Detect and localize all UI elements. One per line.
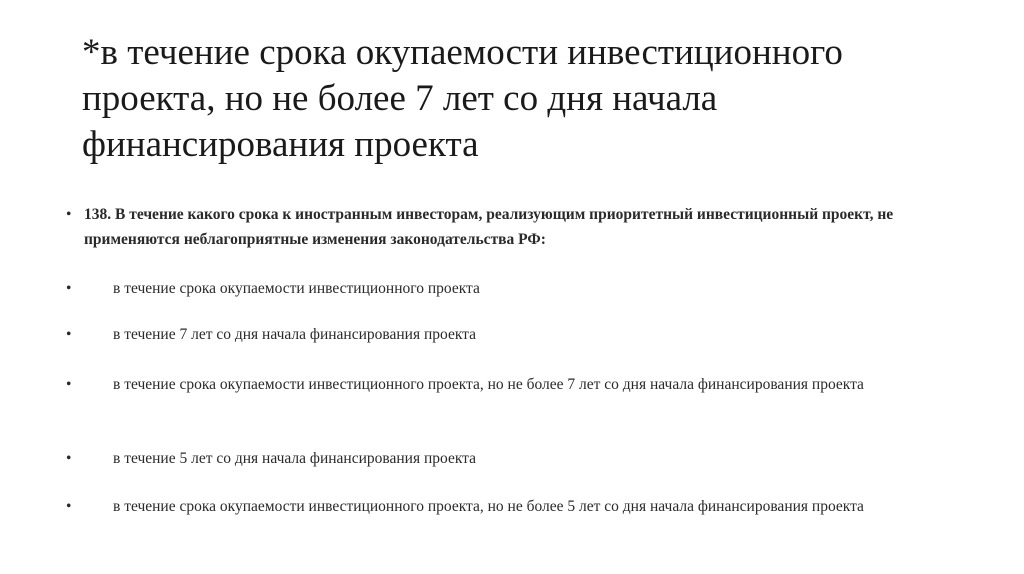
answer-text: в течение срока окупаемости инвестиционного проекта, но не более 7 лет со дня начала финансирования проекта xyxy=(113,376,864,393)
answer-text: в течение 5 лет со дня начала финансирования проекта xyxy=(113,450,477,467)
answer-text: в течение 7 лет со дня начала финансирования проекта xyxy=(113,326,477,343)
bullet-icon: • xyxy=(66,498,72,515)
answer-option-5 xyxy=(66,494,946,519)
bullet-icon: • xyxy=(66,280,72,297)
bullet-icon: • xyxy=(66,206,72,223)
bullet-icon: • xyxy=(66,450,72,467)
bullet-icon: • xyxy=(66,326,72,343)
answer-option-2 xyxy=(66,322,946,347)
slide-title: *в течение срока окупаемости инвестиционного проекта, но не более 7 лет со дня начала финансирования проекта xyxy=(82,32,843,165)
answer-option-3 xyxy=(66,372,946,397)
answer-option-4 xyxy=(66,446,946,471)
question-item xyxy=(66,202,946,252)
answer-text: в течение срока окупаемости инвестиционного проекта xyxy=(113,280,480,297)
answer-option-1 xyxy=(66,276,946,301)
question-text: 138. В течение какого срока к иностранным инвесторам, реализующим приоритетный инвестиционный проект, не применяются неблагоприятные изменения законодательства РФ: xyxy=(84,206,894,248)
bullet-icon: • xyxy=(66,376,72,393)
answer-text: в течение срока окупаемости инвестиционного проекта, но не более 5 лет со дня начала финансирования проекта xyxy=(113,498,864,515)
